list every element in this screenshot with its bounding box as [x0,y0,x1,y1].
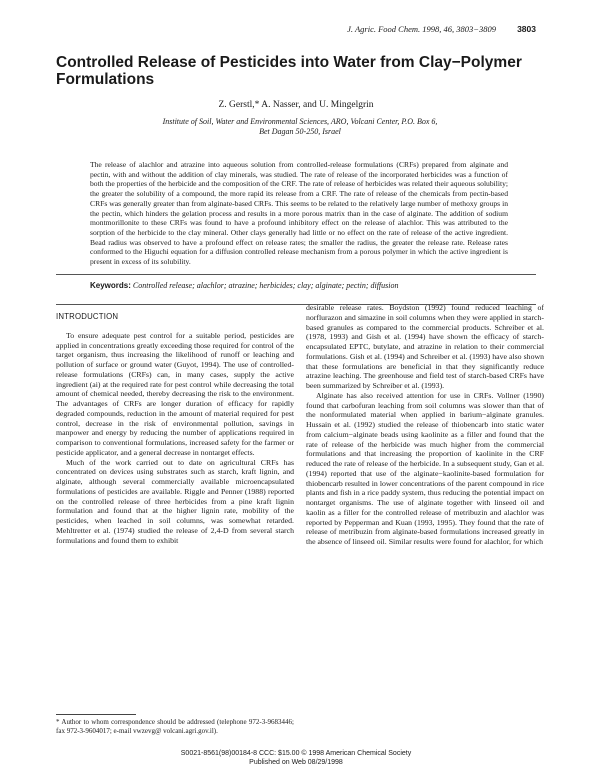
author-list: Z. Gerstl,* A. Nasser, and U. Mingelgrin [218,100,374,110]
page-footer [56,750,536,767]
affiliation-line-2: Bet Dagan 50-250, Israel [259,127,341,136]
abstract: The release of alachlor and atrazine into aqueous solution from controlled-release formulations (CRFs) prepared from alginate and pectin, with and without the addition of clay minerals, was studied. The rate of release of the incorporated herbicides was a function of both the properties of the herbicide and the composition of the CRF. The rate of release of herbicides was related their aqueous solubility; the greater the solubility of a compound, the more rapid its release from a CRF. The rate of release of the chemicals from pectin-based CRFs was generally greater than from alginate-based CRFs. This seems to be related to the relatively large number of methoxy groups in the pectin, which hinders the gelation process and results in a more porous matrix than in the case of alginate. The addition of sodium montmorillonite to these CRFs was found to have a profound inhibitory effect on the release of alachlor. This was attributed to the sorption of the herbicide to the clay mineral. Other clays generally had little or no effect on the rate of release of the active ingredient. Bead radius was observed to have a profound effect on release rates; the smaller the radius, the greater the release rate. Release rates conformed to the Higuchi equation for a diffusion controlled release mechanism from a porous polymer in which the active ingredient is present in excess of its solubility. [90,160,508,267]
footer-published-line: Published on Web 08/29/1998 [249,758,343,766]
intro-paragraph-1: To ensure adequate pest control for a suitable period, pesticides are applied in concentrations greatly exceeding those required for control of the target organism, thus increasing the likelihood of runoff or leaching and pollution of surface or ground water (Guyot, 1994). The use of controlled-release formulations (CRFs) can, in many cases, supply the active ingredient (ai) at the required rate for pest control while decreasing the total amount of chemical needed, thereby decreasing the risk to the environment. The advantages of CRFs are longer duration of efficacy for rapidly degraded compounds, reduction in the amount of material required for pest control, decrease in the risk of environmental pollution, savings in manpower and energy by reducing the number of applications required in comparison to conventional formulations, increased safety for the farmer or pesticide applicator, and a general decrease in nontarget effects. [56,330,294,457]
affiliation [120,117,480,137]
keywords [90,281,508,291]
correspondence-footnote: * Author to whom correspondence should be addressed (telephone 972-3-9683446; fax 972-3-9604017; e-mail vwzevg@ volcani.agri.gov.il). [56,718,294,735]
abstract-divider [56,274,536,275]
left-column [56,312,294,545]
intro-paragraph-4: Alginate has also received attention for use in CRFs. Vollner (1990) found that carbofuran leaching from soil columns was slower than that of the nonformulated material when applied in barium−alginate granules. Hussain et al. (1992) studied the release of thiobencarb into static water from calcium−alginate beads using kaolinite as a filler and found that the rate of release of the herbicide was much higher from the commercial formulations and that increasing the proportion of kaolinite in the CRF reduced the rate of release of the herbicide. In a subsequent study, Gan et al. (1994) reported that use of the alginate−kaolinite-based formulation for thiobencarb resulted in lower concentrations of the parent compound in rice plants and fish in a rice paddy system, thus reducing the potential impact on nontarget organisms. The use of alginate together with linseed oil and kaolin as a filler for the controlled release of metribuzin and alachlor was reported by Pepperman and Kuan (1993, 1995). They found that the rate of release of metribuzin from alginate-based formulations increased greatly in the absence of linseed oil. Similar results were found for alachlor, for which [306,390,544,546]
keywords-label: Keywords: [90,281,131,290]
page-number: 3803 [517,24,536,34]
intro-paragraph-3: desirable release rates. Boydston (1992) found reduced leaching of norflurazon and simazine in soil columns when they were applied in starch-based granules as compared to the commercial products. Schreiber et al. (1978, 1993) and Gish et al. (1994) have shown the efficacy of starch-encapsulated EPTC, butylate, and atrazine in relation to their commercial formulations. Gish et al. (1994) and Schreiber et al. (1993) have also shown that these formulations are beneficial in that they significantly reduce atrazine leaching. The greenhouse and field test of starch-based CRFs have been summarized by Schreiber et al. (1993). [306,303,544,390]
journal-citation: J. Agric. Food Chem. 1998, 46, 3803−3809 [347,24,496,34]
article-title: Controlled Release of Pesticides into Water from Clay−Polymer Formulations [56,54,522,88]
footer-doi-line: S0021-8561(98)00184-8 CCC: $15.00 © 1998 American Chemical Society [180,750,412,757]
keywords-text: Controlled release; alachlor; atrazine; herbicides; clay; alginate; pectin; diffusion [132,281,399,290]
right-column [306,303,544,547]
footnote-divider [56,714,136,715]
running-header [56,24,536,38]
section-heading-introduction: INTRODUCTION [56,312,119,321]
affiliation-line-1: Institute of Soil, Water and Environmental Sciences, ARO, Volcani Center, P.O. Box 6, [162,117,438,126]
intro-paragraph-2: Much of the work carried out to date on agricultural CRFs has concentrated on devices using substrates such as starch, kraft lignin, and alginate, although several commercially available microencapsulated formulations of pesticides are available. Riggle and Penner (1988) reported on the controlled release of three herbicides from a pine kraft lignin formulation and found that at the higher lignin rate, mobility of the pesticides, when leached in soil columns, was somewhat retarded. Mehltretter et al. (1974) studied the release of 2,4-D from several starch formulations and found them to exhibit [56,457,294,545]
